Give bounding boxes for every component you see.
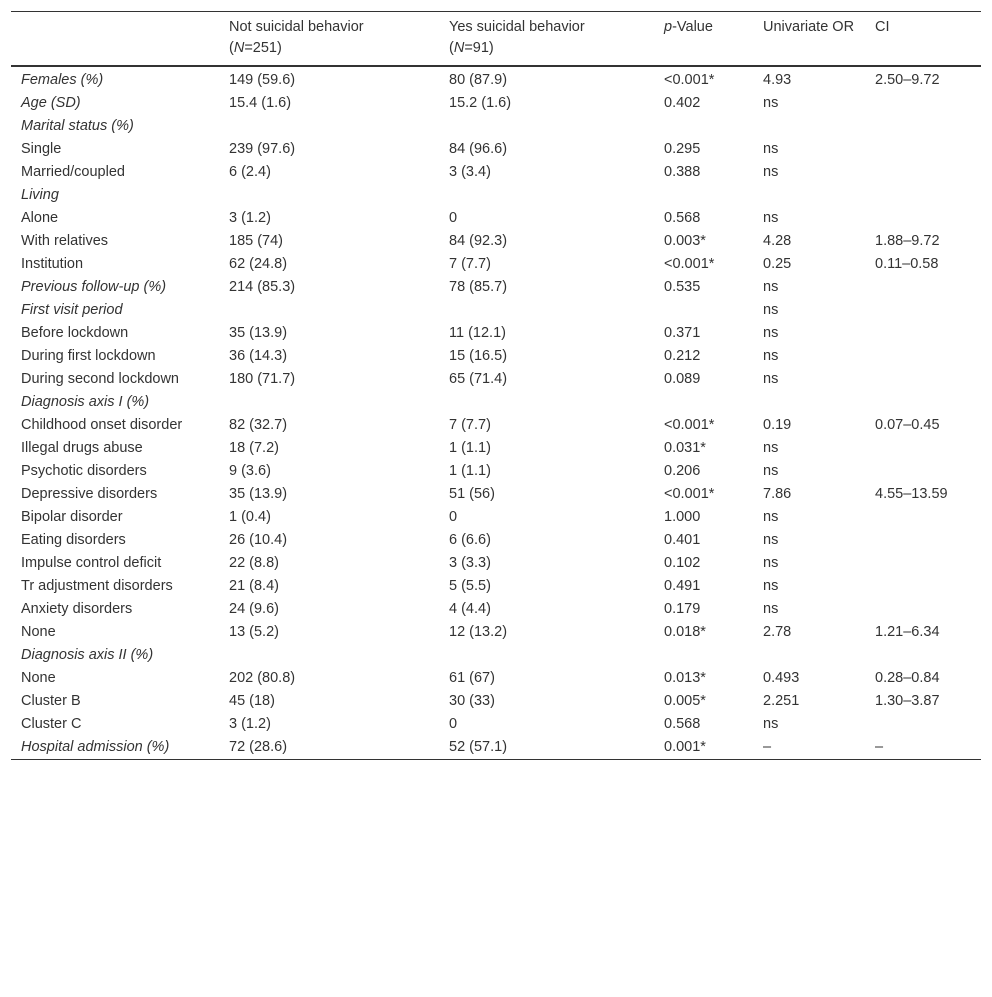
cell-not-suicidal: 214 (85.3) <box>229 279 296 295</box>
cell-p-value: 0.295 <box>664 141 701 157</box>
table-row <box>11 644 981 667</box>
cell-univariate-or: ns <box>763 141 779 157</box>
row-label: Psychotic disorders <box>21 463 147 479</box>
cell-ci <box>865 184 981 207</box>
header-yes-suicidal <box>439 12 654 67</box>
table-row <box>11 506 981 529</box>
table-row <box>11 667 981 690</box>
cell-yes-suicidal: 7 (7.7) <box>449 256 491 272</box>
cell-ci: 2.50–9.72 <box>875 72 940 88</box>
cell-yes-suicidal: 6 (6.6) <box>449 532 491 548</box>
header-p-label: -Value <box>672 19 713 35</box>
row-label: Childhood onset disorder <box>21 417 183 433</box>
cell-ci <box>865 575 981 598</box>
table-row <box>11 621 981 644</box>
row-label: Previous follow-up (%) <box>21 279 167 295</box>
cell-not-suicidal: 36 (14.3) <box>229 348 288 364</box>
results-table <box>11 11 981 760</box>
cell-not-suicidal: 82 (32.7) <box>229 417 288 433</box>
cell-not-suicidal: 3 (1.2) <box>229 210 271 226</box>
cell-not-suicidal: 72 (28.6) <box>229 739 288 755</box>
cell-ci <box>865 552 981 575</box>
table-row <box>11 345 981 368</box>
cell-p-value: 0.568 <box>664 210 701 226</box>
cell-yes-suicidal <box>439 391 654 414</box>
table-row <box>11 66 981 92</box>
table-row <box>11 161 981 184</box>
table-row <box>11 115 981 138</box>
table-row <box>11 276 981 299</box>
cell-univariate-or: – <box>763 739 772 755</box>
header-yes-suicidal-label: Yes suicidal behavior <box>449 19 585 35</box>
header-not-suicidal-n-value: =251) <box>244 40 282 56</box>
cell-yes-suicidal: 5 (5.5) <box>449 578 491 594</box>
cell-univariate-or: 2.251 <box>763 693 800 709</box>
row-label: Cluster B <box>21 693 81 709</box>
header-variable <box>11 12 219 67</box>
cell-p-value <box>654 391 753 414</box>
table-row <box>11 207 981 230</box>
cell-ci: 1.30–3.87 <box>875 693 940 709</box>
cell-univariate-or: ns <box>763 601 779 617</box>
cell-yes-suicidal: 52 (57.1) <box>449 739 508 755</box>
cell-ci <box>865 207 981 230</box>
cell-p-value: 0.179 <box>664 601 701 617</box>
row-label: Marital status (%) <box>21 118 134 134</box>
cell-not-suicidal <box>219 644 439 667</box>
cell-ci: 4.55–13.59 <box>875 486 948 502</box>
cell-ci <box>865 437 981 460</box>
cell-ci: 1.88–9.72 <box>875 233 940 249</box>
table-row <box>11 736 981 760</box>
cell-not-suicidal: 202 (80.8) <box>229 670 296 686</box>
cell-ci <box>865 276 981 299</box>
table-row <box>11 575 981 598</box>
cell-not-suicidal: 185 (74) <box>229 233 284 249</box>
table-row <box>11 138 981 161</box>
cell-yes-suicidal: 0 <box>449 509 458 525</box>
table-row <box>11 529 981 552</box>
cell-p-value: 1.000 <box>664 509 701 525</box>
cell-not-suicidal: 149 (59.6) <box>229 72 296 88</box>
cell-ci <box>865 644 981 667</box>
table-row <box>11 368 981 391</box>
cell-yes-suicidal: 84 (92.3) <box>449 233 508 249</box>
cell-not-suicidal <box>219 184 439 207</box>
cell-yes-suicidal: 15.2 (1.6) <box>449 95 512 111</box>
cell-ci <box>865 460 981 483</box>
row-label: Married/coupled <box>21 164 125 180</box>
cell-ci: 1.21–6.34 <box>875 624 940 640</box>
cell-not-suicidal: 21 (8.4) <box>229 578 279 594</box>
row-label: During second lockdown <box>21 371 179 387</box>
row-label: During first lockdown <box>21 348 156 364</box>
cell-p-value: 0.005* <box>664 693 706 709</box>
table-row <box>11 713 981 736</box>
row-label: Eating disorders <box>21 532 126 548</box>
row-label: Cluster C <box>21 716 82 732</box>
cell-p-value: 0.013* <box>664 670 706 686</box>
cell-univariate-or: ns <box>763 348 779 364</box>
cell-not-suicidal: 239 (97.6) <box>229 141 296 157</box>
cell-univariate-or: ns <box>763 440 779 456</box>
cell-yes-suicidal <box>439 644 654 667</box>
table-row <box>11 253 981 276</box>
cell-yes-suicidal: 0 <box>449 716 458 732</box>
header-not-suicidal-n-symbol: N <box>233 40 245 56</box>
cell-univariate-or: ns <box>763 463 779 479</box>
table-row <box>11 322 981 345</box>
cell-univariate-or: ns <box>763 371 779 387</box>
cell-p-value: 0.388 <box>664 164 701 180</box>
table-row <box>11 92 981 115</box>
cell-p-value: 0.206 <box>664 463 701 479</box>
cell-univariate-or: ns <box>763 555 779 571</box>
cell-not-suicidal: 9 (3.6) <box>229 463 271 479</box>
cell-yes-suicidal: 84 (96.6) <box>449 141 508 157</box>
cell-p-value: 0.371 <box>664 325 701 341</box>
cell-ci <box>865 92 981 115</box>
table-row <box>11 690 981 713</box>
row-label: Hospital admission (%) <box>21 739 170 755</box>
cell-yes-suicidal: 1 (1.1) <box>449 463 491 479</box>
cell-not-suicidal: 6 (2.4) <box>229 164 271 180</box>
row-label: Anxiety disorders <box>21 601 133 617</box>
cell-ci <box>865 115 981 138</box>
cell-ci <box>865 345 981 368</box>
header-yes-suicidal-n-value: =91) <box>464 40 494 56</box>
cell-univariate-or <box>753 391 865 414</box>
cell-yes-suicidal: 78 (85.7) <box>449 279 508 295</box>
cell-p-value: <0.001* <box>664 486 715 502</box>
table-row <box>11 483 981 506</box>
table-row <box>11 391 981 414</box>
cell-not-suicidal: 3 (1.2) <box>229 716 271 732</box>
cell-p-value: <0.001* <box>664 256 715 272</box>
cell-yes-suicidal: 7 (7.7) <box>449 417 491 433</box>
cell-ci: – <box>875 739 884 755</box>
cell-p-value: 0.018* <box>664 624 706 640</box>
cell-p-value: <0.001* <box>664 72 715 88</box>
row-label: Impulse control deficit <box>21 555 162 571</box>
cell-yes-suicidal: 3 (3.4) <box>449 164 491 180</box>
cell-p-value <box>654 115 753 138</box>
cell-univariate-or <box>753 115 865 138</box>
cell-not-suicidal: 180 (71.7) <box>229 371 296 387</box>
cell-p-value <box>654 184 753 207</box>
row-label: First visit period <box>21 302 123 318</box>
row-label: Living <box>21 187 59 203</box>
cell-univariate-or <box>753 644 865 667</box>
cell-ci: 0.07–0.45 <box>875 417 940 433</box>
row-label: Illegal drugs abuse <box>21 440 143 456</box>
header-not-suicidal-n-open: ( <box>229 40 234 56</box>
cell-p-value: 0.535 <box>664 279 701 295</box>
header-yes-suicidal-n-symbol: N <box>453 40 465 56</box>
cell-univariate-or: 4.28 <box>763 233 792 249</box>
cell-ci <box>865 529 981 552</box>
cell-univariate-or: 4.93 <box>763 72 792 88</box>
cell-univariate-or: ns <box>763 716 779 732</box>
cell-ci: 0.11–0.58 <box>875 256 939 272</box>
header-ci: CI <box>875 19 890 35</box>
row-label: Tr adjustment disorders <box>21 578 173 594</box>
table-row <box>11 552 981 575</box>
cell-not-suicidal: 35 (13.9) <box>229 486 288 502</box>
cell-ci <box>865 368 981 391</box>
cell-yes-suicidal: 80 (87.9) <box>449 72 508 88</box>
row-label: Age (SD) <box>21 95 81 111</box>
cell-ci <box>865 161 981 184</box>
cell-yes-suicidal <box>439 184 654 207</box>
cell-not-suicidal: 26 (10.4) <box>229 532 288 548</box>
row-label: Diagnosis axis II (%) <box>21 647 154 663</box>
cell-ci <box>865 322 981 345</box>
cell-ci <box>865 138 981 161</box>
cell-p-value: 0.001* <box>664 739 706 755</box>
table-row <box>11 299 981 322</box>
cell-ci <box>865 506 981 529</box>
cell-univariate-or: ns <box>763 325 779 341</box>
cell-univariate-or: 7.86 <box>763 486 792 502</box>
cell-p-value: 0.003* <box>664 233 706 249</box>
cell-p-value: 0.491 <box>664 578 701 594</box>
cell-ci <box>865 713 981 736</box>
cell-ci: 0.28–0.84 <box>875 670 940 686</box>
header-not-suicidal <box>219 12 439 67</box>
cell-yes-suicidal: 30 (33) <box>449 693 495 709</box>
row-label: None <box>21 670 56 686</box>
cell-yes-suicidal: 11 (12.1) <box>449 325 506 341</box>
table-row <box>11 437 981 460</box>
table-row <box>11 460 981 483</box>
table-row <box>11 598 981 621</box>
cell-yes-suicidal <box>439 299 654 322</box>
row-label: With relatives <box>21 233 109 249</box>
cell-not-suicidal: 13 (5.2) <box>229 624 279 640</box>
cell-univariate-or: 0.25 <box>763 256 792 272</box>
cell-not-suicidal: 18 (7.2) <box>229 440 279 456</box>
cell-univariate-or: ns <box>763 210 779 226</box>
header-row <box>11 12 981 67</box>
row-label: Bipolar disorder <box>21 509 123 525</box>
cell-not-suicidal: 24 (9.6) <box>229 601 279 617</box>
cell-p-value <box>654 299 753 322</box>
cell-p-value: 0.568 <box>664 716 701 732</box>
cell-not-suicidal: 15.4 (1.6) <box>229 95 292 111</box>
cell-yes-suicidal: 65 (71.4) <box>449 371 508 387</box>
cell-univariate-or: ns <box>763 95 779 111</box>
cell-yes-suicidal: 61 (67) <box>449 670 495 686</box>
table-body <box>11 66 981 760</box>
header-yes-suicidal-n-open: ( <box>449 40 454 56</box>
cell-ci <box>865 598 981 621</box>
row-label: Diagnosis axis I (%) <box>21 394 150 410</box>
row-label: Females (%) <box>21 72 104 88</box>
cell-yes-suicidal: 4 (4.4) <box>449 601 491 617</box>
table-header <box>11 12 981 67</box>
cell-not-suicidal <box>219 391 439 414</box>
cell-p-value: 0.212 <box>664 348 701 364</box>
row-label: Depressive disorders <box>21 486 158 502</box>
cell-p-value: 0.089 <box>664 371 701 387</box>
cell-p-value: 0.402 <box>664 95 701 111</box>
cell-p-value: 0.401 <box>664 532 701 548</box>
cell-univariate-or: 0.19 <box>763 417 792 433</box>
cell-ci <box>865 299 981 322</box>
row-label: Alone <box>21 210 59 226</box>
cell-univariate-or: ns <box>763 164 779 180</box>
cell-yes-suicidal: 1 (1.1) <box>449 440 491 456</box>
header-p-symbol: p <box>664 19 673 35</box>
header-not-suicidal-label: Not suicidal behavior <box>229 19 364 35</box>
cell-ci <box>865 391 981 414</box>
cell-not-suicidal: 22 (8.8) <box>229 555 279 571</box>
cell-not-suicidal: 35 (13.9) <box>229 325 288 341</box>
cell-univariate-or: ns <box>763 532 779 548</box>
cell-univariate-or: 2.78 <box>763 624 792 640</box>
cell-yes-suicidal: 3 (3.3) <box>449 555 491 571</box>
cell-yes-suicidal <box>439 115 654 138</box>
row-label: Before lockdown <box>21 325 129 341</box>
cell-yes-suicidal: 51 (56) <box>449 486 495 502</box>
row-label: Institution <box>21 256 84 272</box>
table-row <box>11 230 981 253</box>
row-label: None <box>21 624 56 640</box>
cell-not-suicidal: 1 (0.4) <box>229 509 271 525</box>
cell-univariate-or: ns <box>763 302 779 318</box>
cell-univariate-or: ns <box>763 279 779 295</box>
cell-univariate-or <box>753 184 865 207</box>
table-row <box>11 184 981 207</box>
cell-yes-suicidal: 0 <box>449 210 458 226</box>
cell-not-suicidal: 45 (18) <box>229 693 275 709</box>
table-row <box>11 414 981 437</box>
cell-p-value <box>654 644 753 667</box>
cell-p-value: <0.001* <box>664 417 715 433</box>
cell-yes-suicidal: 15 (16.5) <box>449 348 508 364</box>
row-label: Single <box>21 141 62 157</box>
header-univariate-or: Univariate OR <box>763 19 855 35</box>
cell-not-suicidal <box>219 299 439 322</box>
cell-univariate-or: ns <box>763 578 779 594</box>
cell-not-suicidal: 62 (24.8) <box>229 256 288 272</box>
cell-not-suicidal <box>219 115 439 138</box>
header-p-value <box>654 12 753 67</box>
cell-p-value: 0.031* <box>664 440 706 456</box>
cell-univariate-or: 0.493 <box>763 670 800 686</box>
cell-p-value: 0.102 <box>664 555 701 571</box>
cell-yes-suicidal: 12 (13.2) <box>449 624 508 640</box>
cell-univariate-or: ns <box>763 509 779 525</box>
